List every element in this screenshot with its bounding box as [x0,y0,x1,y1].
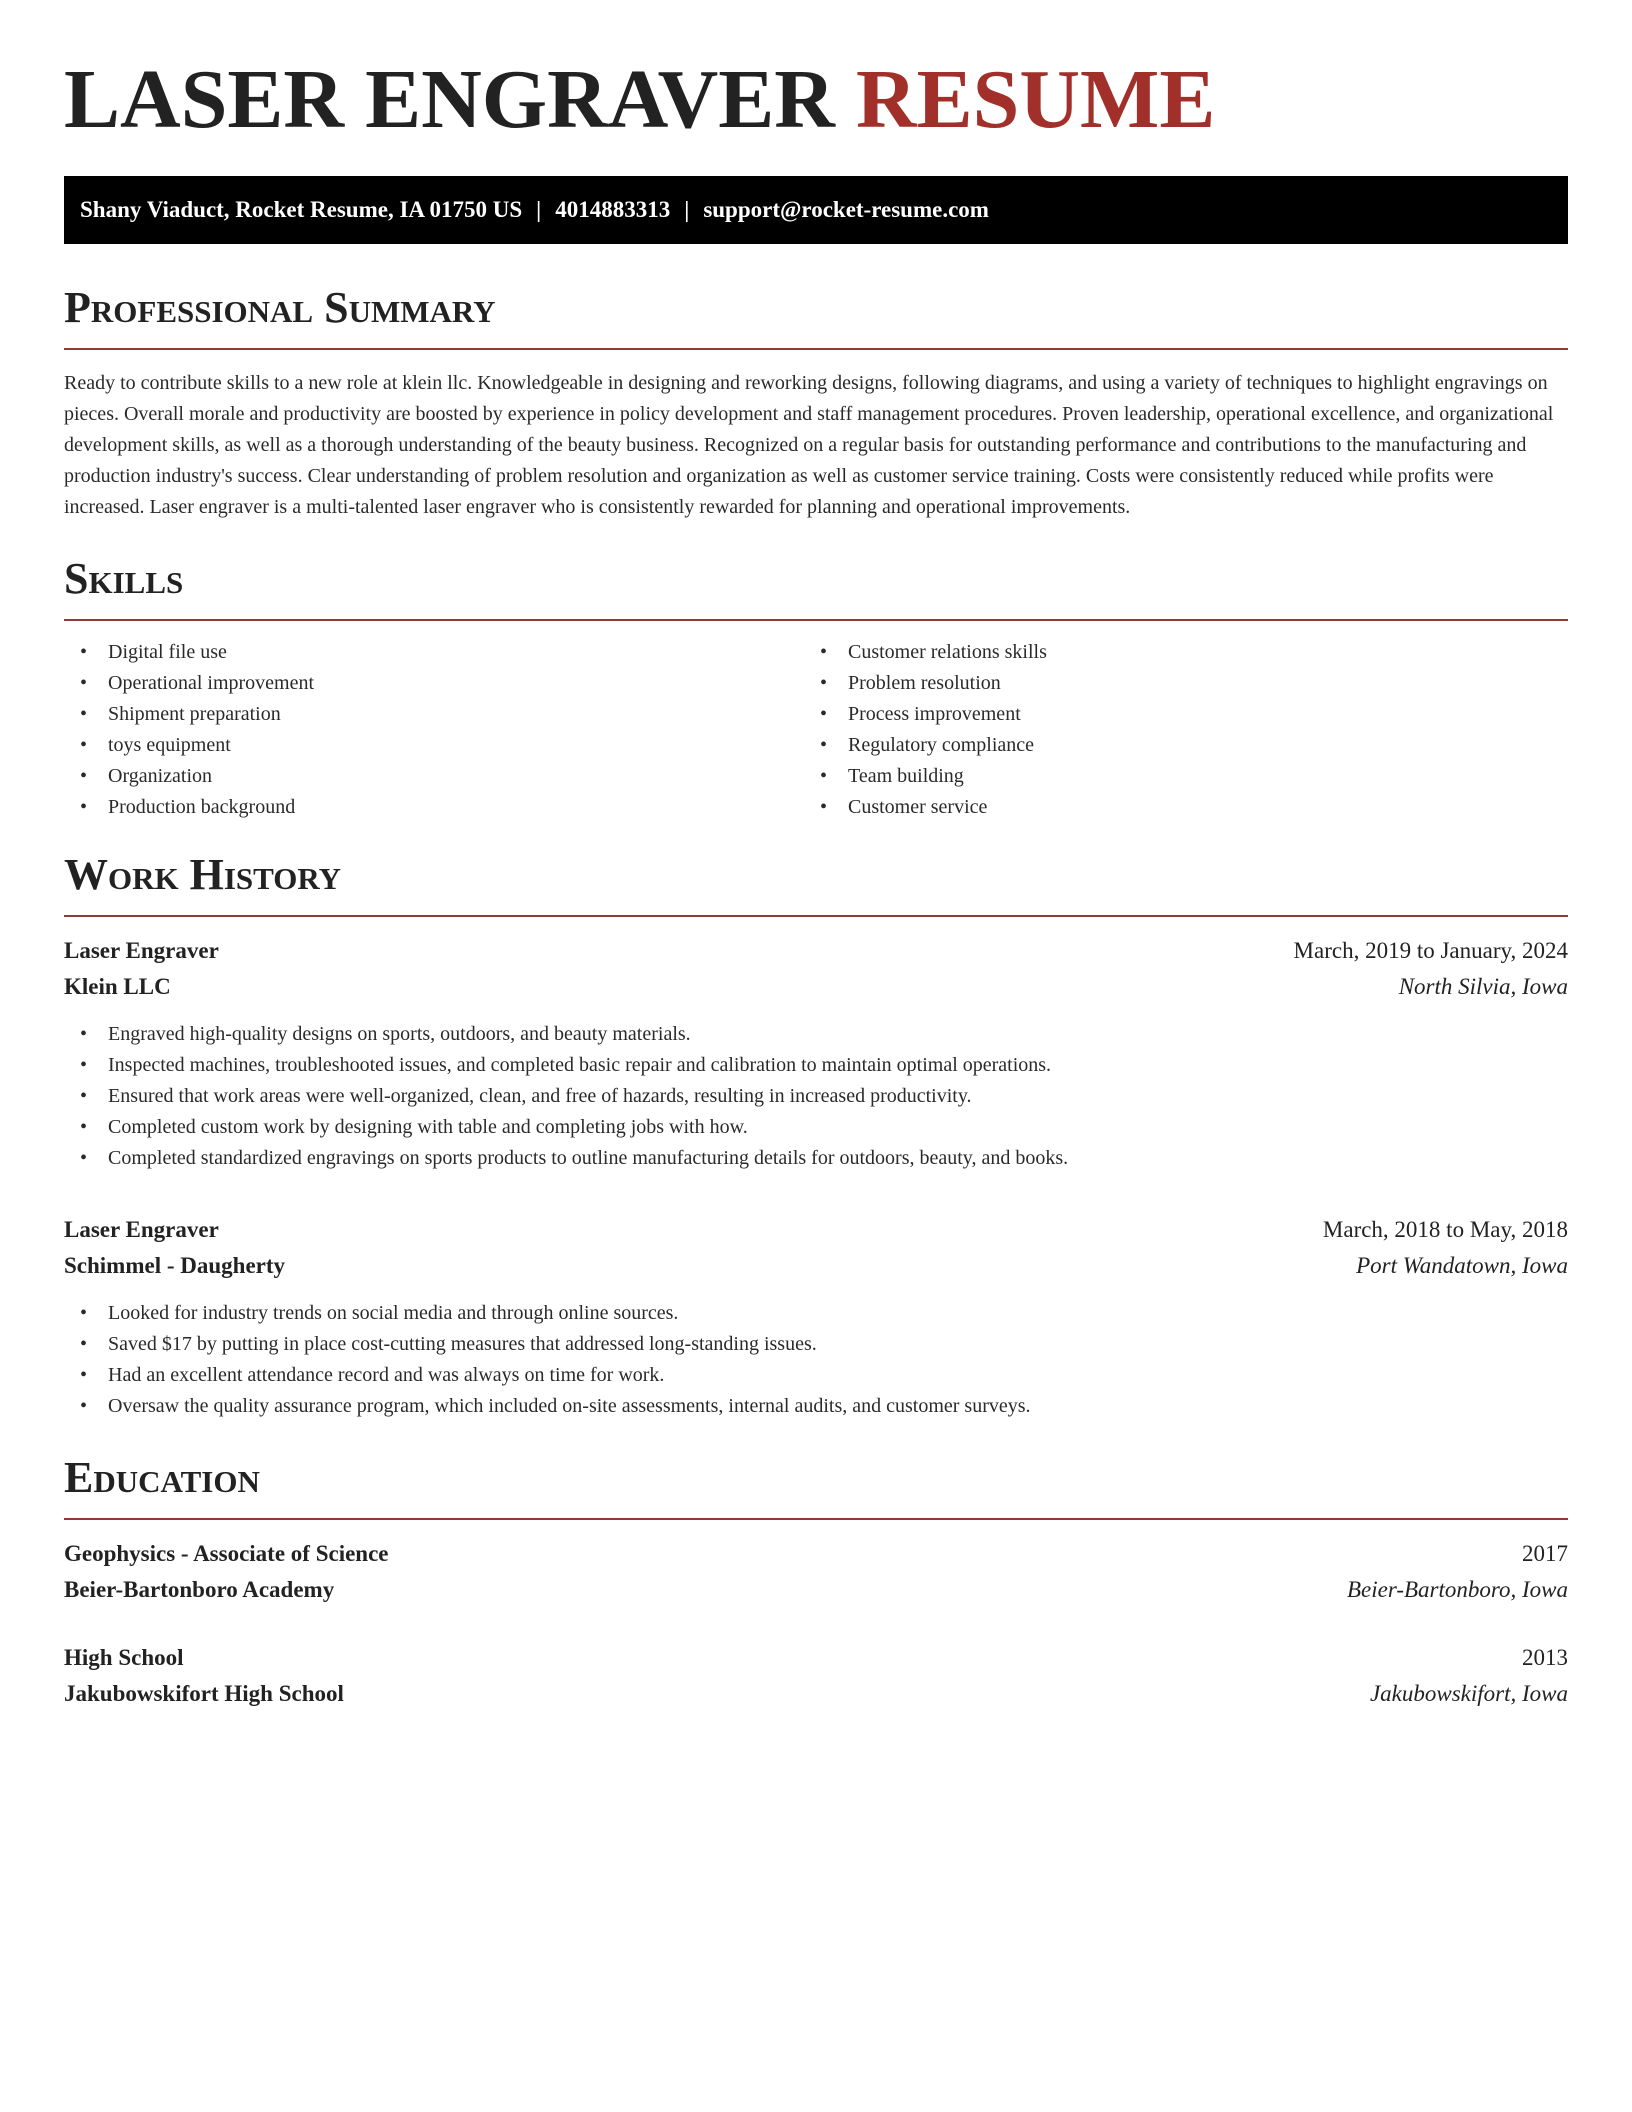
job-title: Laser Engraver [64,1217,219,1242]
skills-grid [64,637,1568,823]
education-location: Jakubowskifort, Iowa [1369,1681,1568,1706]
contact-bar [64,176,1568,244]
education-header [64,1536,1568,1572]
title-main: LASER ENGRAVER [64,53,835,146]
education-entry [64,1536,1568,1608]
job-location: North Silvia, Iowa [1398,974,1568,999]
skills-section [64,553,1568,823]
education-degree: Geophysics - Associate of Science [64,1541,389,1566]
education-school: Beier-Bartonboro Academy [64,1577,335,1602]
title-accent: RESUME [855,53,1216,146]
job-bullet: • Had an excellent attendance record and was always on time for work. [64,1360,1568,1391]
section-divider [64,619,1568,621]
skill-item: • Operational improvement [64,668,804,699]
skill-item: • Shipment preparation [64,699,804,730]
job-header [64,1212,1568,1248]
job-bullet: • Ensured that work areas were well-organized, clean, and free of hazards, resulting in increased productivity. [64,1081,1568,1112]
job-entry [64,1212,1568,1422]
skills-column-left [64,637,804,823]
job-company: Klein LLC [64,974,171,999]
skill-item: • Organization [64,761,804,792]
contact-address: Shany Viaduct, Rocket Resume, IA 01750 US [80,197,523,222]
job-location: Port Wandatown, Iowa [1356,1253,1568,1278]
job-bullet: • Looked for industry trends on social media and through online sources. [64,1298,1568,1329]
job-company: Schimmel - Daugherty [64,1253,286,1278]
job-bullet: • Saved $17 by putting in place cost-cutting measures that addressed long-standing issues. [64,1329,1568,1360]
contact-email: support@rocket-resume.com [703,197,989,222]
skill-item: • Customer relations skills [804,637,1544,668]
job-subheader [64,1248,1568,1284]
education-degree: High School [64,1645,184,1670]
education-year: 2017 [1522,1541,1568,1566]
education-subheader [64,1572,1568,1608]
skill-item: • Problem resolution [804,668,1544,699]
section-heading-education: Education [64,1453,260,1502]
skill-item: • Customer service [804,792,1544,823]
job-dates: March, 2018 to May, 2018 [1322,1217,1568,1242]
skill-item: • Team building [804,761,1544,792]
education-school: Jakubowskifort High School [64,1681,344,1706]
job-bullets [64,1298,1568,1422]
education-location: Beier-Bartonboro, Iowa [1347,1577,1568,1602]
job-bullet: • Inspected machines, troubleshooted issues, and completed basic repair and calibration to maintain optimal operations. [64,1050,1568,1081]
job-bullets [64,1019,1568,1174]
work-history-section [64,849,1568,1422]
education-entry [64,1640,1568,1712]
education-section [64,1452,1568,1712]
skill-item: • Digital file use [64,637,804,668]
skill-item: • Production background [64,792,804,823]
skill-item: • Regulatory compliance [804,730,1544,761]
section-heading-summary: Professional Summary [64,283,496,332]
education-header [64,1640,1568,1676]
contact-separator: | [684,197,690,222]
summary-text: Ready to contribute skills to a new role at klein llc. Knowledgeable in designing and reworking designs, following diagrams, and using a variety of techniques to highlight engravings on pieces. Overall morale and productivity are boosted by experience in policy development and staff management procedures. Proven leadership, operational excellence, and organizational development skills, as well as a thorough understanding of the beauty business. Recognized on a regular basis for outstanding performance and contributions to the manufacturing and production industry's success. Clear understanding of problem resolution and organization as well as customer service training. Costs were consistently reduced while profits were increased. Laser engraver is a multi-talented laser engraver who is consistently rewarded for planning and operational improvements. [64,372,1554,518]
section-divider [64,915,1568,917]
contact-separator: | [536,197,542,222]
job-bullet: • Engraved high-quality designs on sports, outdoors, and beauty materials. [64,1019,1568,1050]
job-header [64,933,1568,969]
section-divider [64,1518,1568,1520]
education-year: 2013 [1522,1645,1568,1670]
education-subheader [64,1676,1568,1712]
job-bullet: • Oversaw the quality assurance program, which included on-site assessments, internal audits, and customer surveys. [64,1391,1568,1422]
section-heading-skills: Skills [64,554,184,603]
job-dates: March, 2019 to January, 2024 [1293,938,1568,963]
job-bullet: • Completed standardized engravings on sports products to outline manufacturing details for outdoors, beauty, and books. [64,1143,1568,1174]
section-heading-work-history: Work History [64,850,342,899]
section-divider [64,348,1568,350]
job-entry [64,933,1568,1174]
resume-title [64,0,1568,146]
job-title: Laser Engraver [64,938,219,963]
summary-section [64,282,1568,523]
skill-item: • toys equipment [64,730,804,761]
job-bullet: • Completed custom work by designing with table and completing jobs with how. [64,1112,1568,1143]
skills-column-right [804,637,1544,823]
skill-item: • Process improvement [804,699,1544,730]
job-subheader [64,969,1568,1005]
contact-phone: 4014883313 [555,197,671,222]
